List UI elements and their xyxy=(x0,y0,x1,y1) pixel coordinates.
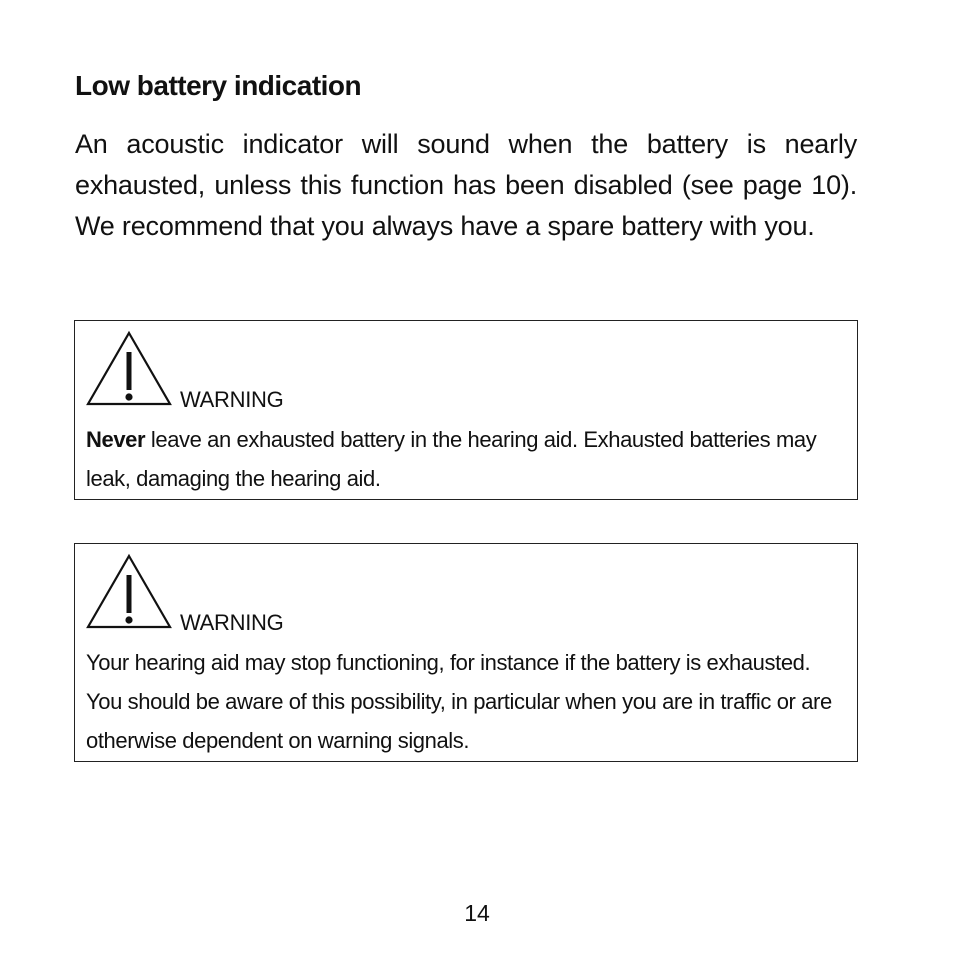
warning-body: leave an exhausted battery in the hearing aid. Exhausted batteries may leak, damaging the hearing aid. xyxy=(86,427,817,491)
warning-triangle-icon xyxy=(85,330,173,408)
warning-text xyxy=(86,420,849,498)
warning-emphasis: Never xyxy=(86,427,146,452)
warning-text: Your hearing aid may stop functioning, for instance if the battery is exhausted. You should be aware of this possibility, in particular when you are in traffic or are otherwise dependent on warning signals. xyxy=(86,650,832,753)
warning-triangle-icon xyxy=(85,553,173,631)
warning-box-1 xyxy=(74,320,858,500)
intro-paragraph: An acoustic indicator will sound when the battery is nearly exhausted, unless this function has been disabled (see page 10). We recommend that you always have a spare battery with you. xyxy=(75,129,857,241)
warning-label: WARNING xyxy=(180,387,284,412)
warning-box-2 xyxy=(74,543,858,762)
warning-label: WARNING xyxy=(180,610,284,635)
section-heading: Low battery indication xyxy=(75,70,362,101)
page-number: 14 xyxy=(464,900,490,926)
